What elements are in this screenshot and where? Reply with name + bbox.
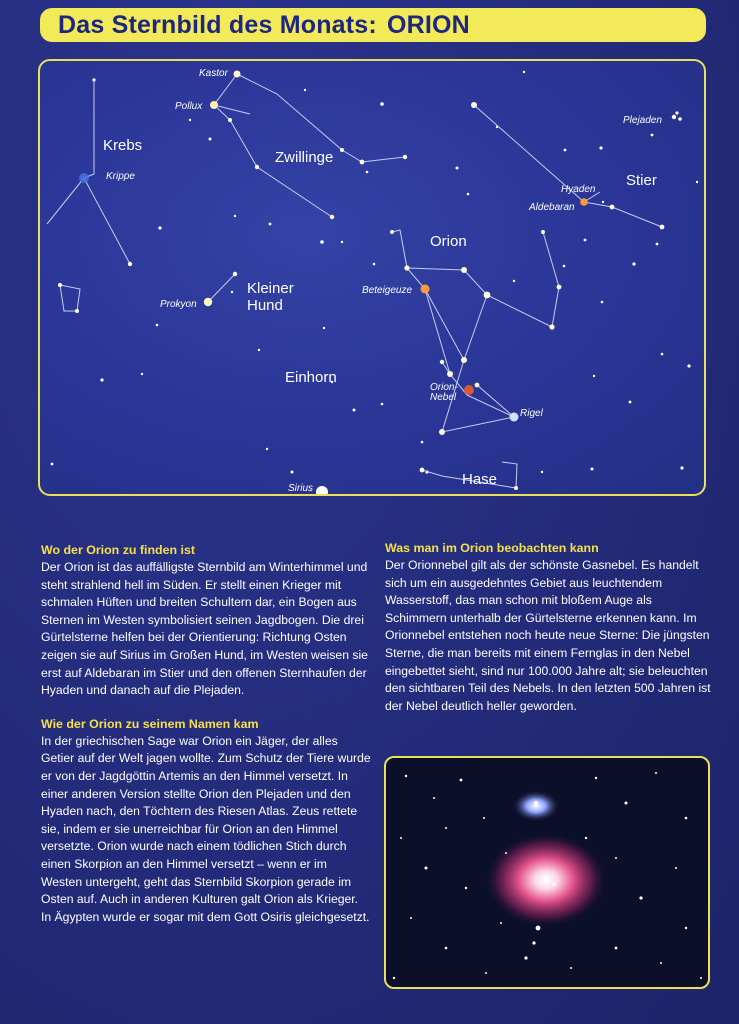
nebula-image <box>386 758 708 987</box>
label-orion-nebel-line2: Nebel <box>430 392 457 403</box>
label-plejaden: Plejaden <box>623 115 662 126</box>
label-krippe: Krippe <box>106 171 135 182</box>
section-text-name: In der griechischen Sage war Orion ein Jäger, der alles Getier auf der Welt jagen wollte. Zum Schutz der Tiere wurde er von der Jagdgöttin Artemis an den Himmel versetzt. In einer anderen Version stellte Orion den Plejaden und den Hyaden nach, den Töchtern des Riesen Atlas. Zeus rettete sie, indem er sie unerreichbar für Orion an den Himmel versetzte. Orion wurde nach einem tödlichen Stich durch einen Skorpion an den Himmel versetzt – wenn er im Westen untergeht, geht das Sternbild Skorpion gerade im Osten auf. Auch in anderen Kulturen galt Orion als Krieger. In Ägypten wurde er sogar mit dem Gott Osiris gleichgesetzt. <box>41 733 371 924</box>
star-map <box>38 59 706 496</box>
section-heading-find: Wo der Orion zu finden ist <box>41 543 195 557</box>
section-heading-name: Wie der Orion zu seinem Namen kam <box>41 716 259 731</box>
label-kleiner-hund-line2: Hund <box>247 297 283 314</box>
star-map-svg <box>40 61 706 496</box>
label-pollux: Pollux <box>175 101 203 112</box>
label-hyaden: Hyaden <box>561 184 596 195</box>
orion-nebula-photo <box>384 756 710 989</box>
label-orion-nebel-line1: Orion- <box>430 382 458 393</box>
label-kleiner-hund-line1: Kleiner <box>247 280 294 297</box>
title-main: Das Sternbild des Monats: <box>58 10 377 39</box>
label-krebs: Krebs <box>103 137 143 154</box>
title-banner <box>40 8 706 42</box>
label-kastor: Kastor <box>199 68 228 79</box>
label-zwillinge: Zwillinge <box>275 149 334 166</box>
page-title <box>58 11 470 40</box>
label-beteigeuze: Beteigeuze <box>362 285 413 296</box>
label-hase: Hase <box>462 471 498 488</box>
label-orion: Orion <box>430 233 467 250</box>
title-highlight: ORION <box>386 10 470 39</box>
label-aldebaran: Aldebaran <box>529 202 575 213</box>
section-heading-observe: Was man im Orion beobachten kann <box>385 541 599 555</box>
label-stier: Stier <box>626 172 657 189</box>
right-column <box>385 540 715 715</box>
section-text-observe: Der Orionnebel gilt als der schönste Gasnebel. Es handelt sich um ein ausgedehntes Gebiet aus leuchtendem Wasserstoff, das man schon mit bloßem Auge als Schimmern unterhalb der Gürtelsterne erkennen kann. Im Orionnebel entstehen noch heute neue Sterne: Die jüngsten Sterne, die man bereits mit einem Fernglas in den Nebel eingebettet sieht, sind nur 100.000 Jahre alt; sie beleuchten den sichtbaren Teil des Nebels. In den letzten 500 Jahren ist der Nebel deutlich heller geworden. <box>385 558 711 713</box>
left-column <box>41 542 371 926</box>
label-sirius: Sirius <box>288 483 314 494</box>
label-einhorn: Einhorn <box>285 369 337 386</box>
section-text-find: Der Orion ist das auffälligste Sternbild am Winterhimmel und steht strahlend hell im Süden. Er stellt einen Krieger mit schmalen Hüften und breiten Schultern dar, ein Bogen aus Sternen im Westen symbolisiert seinen Jagdbogen. Die drei Gürtelsterne helfen bei der Orientierung: Richtung Osten zeigen sie auf Sirius im Großen Hund, im Westen weisen sie erst auf Aldebaran im Stier und den offenen Sternhaufen der Hyaden und danach auf die Plejaden. <box>41 560 368 698</box>
bright-stars <box>58 71 682 497</box>
background-stars <box>51 71 699 474</box>
label-rigel: Rigel <box>520 408 543 419</box>
label-prokyon: Prokyon <box>160 299 197 310</box>
